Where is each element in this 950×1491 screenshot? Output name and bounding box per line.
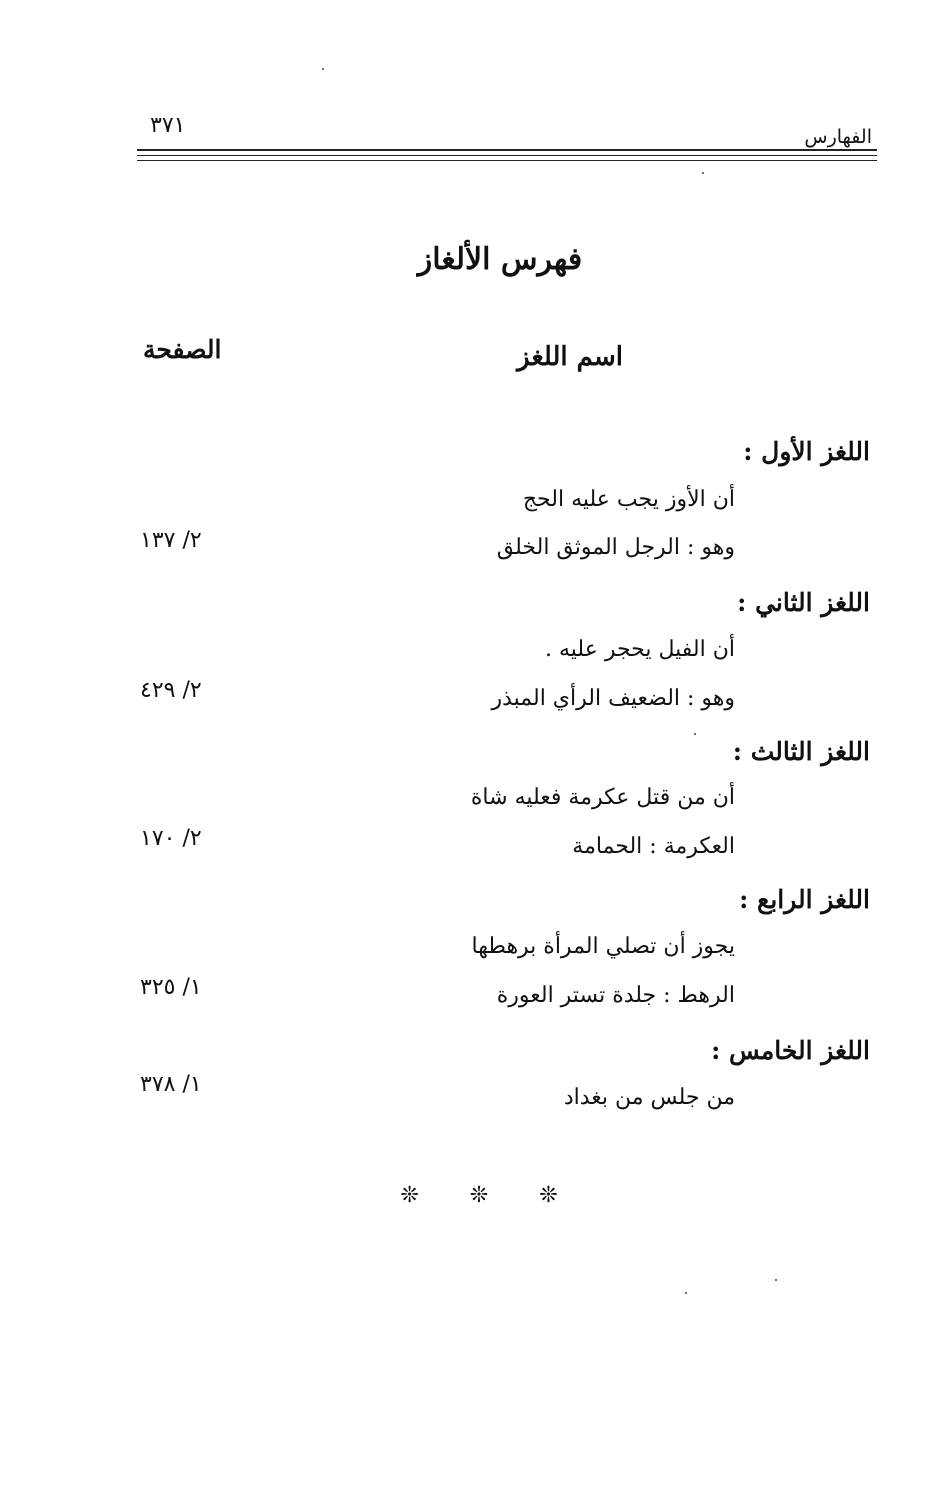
riddle-line: الرهط : جلدة تستر العورة	[496, 983, 735, 1008]
column-header-riddle-name: اسم اللغز	[516, 342, 623, 372]
riddle-line: أن الفيل يحجر عليه .	[545, 637, 735, 662]
riddle-label: اللغز الثالث :	[732, 737, 870, 766]
riddle-line: أن من قتل عكرمة فعليه شاة	[470, 785, 735, 810]
riddle-label: اللغز الأول :	[743, 437, 870, 466]
header-rule	[137, 160, 877, 161]
header-rule	[137, 149, 877, 151]
column-header-page: الصفحة	[143, 335, 222, 364]
scan-speck	[685, 1292, 687, 1294]
page-reference: ١/ ٣٢٥	[140, 975, 202, 1000]
end-ornament: ❊ ❊ ❊	[400, 1183, 580, 1208]
page-reference: ١/ ٣٧٨	[140, 1072, 202, 1097]
riddle-line: يجوز أن تصلي المرأة برهطها	[471, 934, 735, 959]
riddle-line: العكرمة : الحمامة	[572, 834, 735, 859]
riddle-label: اللغز الثاني :	[737, 588, 870, 617]
page-reference: ٢/ ١٣٧	[140, 528, 202, 553]
riddle-line: أن الأوز يجب عليه الحج	[522, 487, 735, 512]
riddle-line: من جلس من بغداد	[563, 1085, 735, 1110]
page-reference: ٢/ ٤٢٩	[140, 678, 202, 703]
running-header-section: الفهارس	[804, 126, 872, 148]
riddle-line: وهو : الرجل الموثق الخلق	[496, 535, 735, 560]
page-number: ٣٧١	[150, 113, 186, 138]
page-reference: ٢/ ١٧٠	[140, 826, 202, 851]
page-title: فهرس الألغاز	[417, 242, 583, 277]
scan-speck	[694, 733, 696, 735]
scan-speck	[775, 1279, 777, 1281]
scan-speck	[322, 68, 324, 70]
scan-speck	[702, 172, 704, 174]
riddle-line: وهو : الضعيف الرأي المبذر	[491, 686, 735, 711]
riddle-label: اللغز الرابع :	[739, 885, 870, 914]
header-rule	[137, 155, 877, 156]
riddle-label: اللغز الخامس :	[711, 1036, 870, 1065]
